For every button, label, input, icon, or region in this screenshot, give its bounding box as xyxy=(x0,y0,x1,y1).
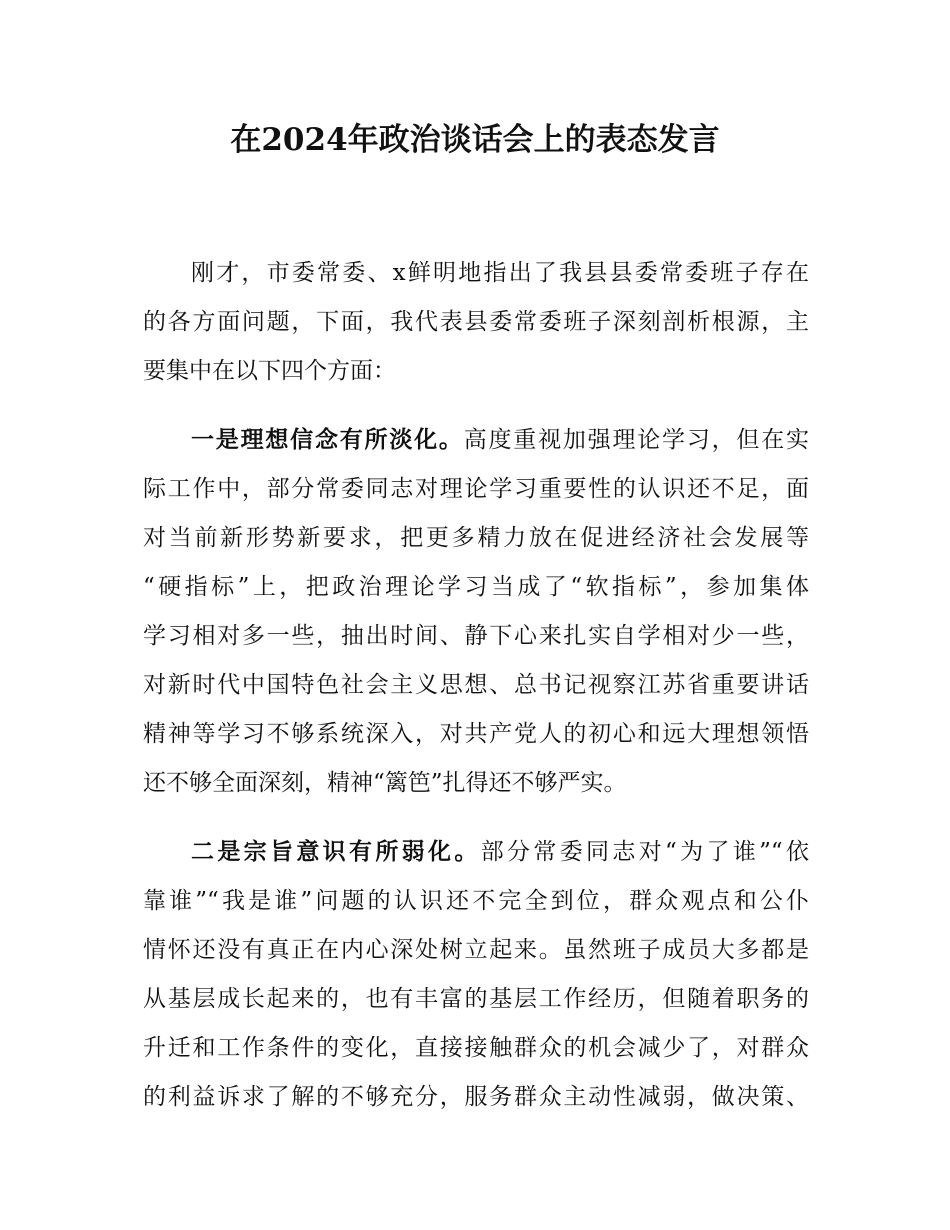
paragraph xyxy=(143,249,809,396)
line-text: 的利益诉求了解的不够充分，服务群众主动性减弱，做决策、 xyxy=(143,1084,809,1110)
line-text: 从基层成长起来的，也有丰富的基层工作经历，但随着职务的 xyxy=(143,986,809,1012)
text-line xyxy=(143,347,809,396)
text-line xyxy=(143,1024,809,1073)
text-line xyxy=(143,416,809,465)
text-line xyxy=(143,975,809,1024)
line-text: 际工作中，部分常委同志对理论学习重要性的认识还不足，面 xyxy=(143,476,809,502)
text-line xyxy=(143,465,809,514)
text-line xyxy=(143,298,809,347)
text-line xyxy=(143,661,809,710)
line-text: 高度重视加强理论学习，但在实 xyxy=(463,427,810,453)
document-title: 在2024年政治谈话会上的表态发言 xyxy=(230,122,720,158)
line-text: 对新时代中国特色社会主义思想、总书记视察江苏省重要讲话 xyxy=(143,672,809,698)
text-line xyxy=(143,877,809,926)
line-text: 升迁和工作条件的变化，直接接触群众的机会减少了，对群众 xyxy=(143,1035,809,1061)
line-text: 的各方面问题，下面，我代表县委常委班子深刻剖析根源，主 xyxy=(143,309,809,335)
text-line xyxy=(143,759,809,808)
line-text: 刚才，市委常委、x鲜明地指出了我县县委常委班子存在 xyxy=(191,260,809,286)
text-line xyxy=(143,249,809,298)
line-text: 还不够全面深刻，精神“篱笆”扎得还不够严实。 xyxy=(143,770,627,796)
line-text: “硬指标”上，把政治理论学习当成了“软指标”，参加集体 xyxy=(143,574,809,600)
text-line xyxy=(143,563,809,612)
paragraph-lead-heading: 一是理想信念有所淡化。 xyxy=(191,427,464,453)
paragraph xyxy=(143,828,809,1122)
document-body xyxy=(143,249,809,1142)
text-line xyxy=(143,612,809,661)
paragraph-lead-heading: 二是宗旨意识有所弱化。 xyxy=(191,839,481,865)
text-line xyxy=(143,1073,809,1122)
line-text: 学习相对多一些，抽出时间、静下心来扎实自学相对少一些， xyxy=(143,623,809,649)
line-text: 情怀还没有真正在内心深处树立起来。虽然班子成员大多都是 xyxy=(143,937,809,963)
paragraph xyxy=(143,416,809,808)
text-line xyxy=(143,828,809,877)
text-line xyxy=(143,710,809,759)
line-text: 部分常委同志对“为了谁”“依 xyxy=(480,839,810,865)
line-text: 要集中在以下四个方面： xyxy=(143,358,396,384)
text-line xyxy=(143,514,809,563)
line-text: 靠谁”“我是谁”问题的认识还不完全到位，群众观点和公仆 xyxy=(143,888,809,914)
text-line xyxy=(143,926,809,975)
line-text: 精神等学习不够系统深入，对共产党人的初心和远大理想领悟 xyxy=(143,721,809,747)
line-text: 对当前新形势新要求，把更多精力放在促进经济社会发展等 xyxy=(143,525,809,551)
